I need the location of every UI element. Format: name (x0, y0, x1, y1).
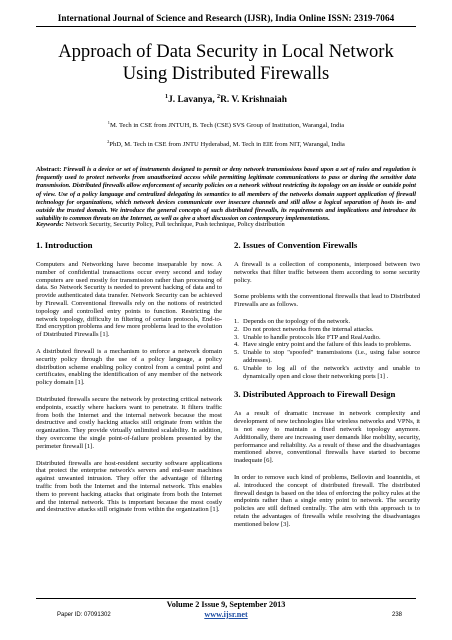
page-number: 238 (392, 612, 403, 618)
footer-volume: Volume 2 Issue 9, September 2013 (166, 600, 286, 609)
keywords-text: Network Security, Security Policy, Pull technique, Push technique, Policy distribution (65, 221, 285, 228)
section-2-heading: 2. Issues of Convention Firewalls (234, 240, 358, 250)
list-item (234, 349, 420, 365)
right-column (234, 235, 420, 538)
list-item (234, 326, 420, 334)
abstract-label: Abstract: (36, 166, 62, 173)
paper-title: Approach of Data Security in Local Network Using Distributed Firewalls (58, 41, 394, 84)
list-item (234, 365, 420, 381)
abstract-text: Firewall is a device or set of instruments designed to permit or deny network transmissions based upon a set of rules and regulation is frequently used to protect networks from unauthorized access while permitting legitimate communications to pass or during the sensitive data transmission. Distributed firewalls allow enforcement of security policies on a network without restricting its topology on an inside or outside point of view. Use of a policy language and centralized delegating its semantics to all members of the networks domain support application of firewall technology for organizations, which network devices communicate over insecure channels and still allow a logical separation of hosts in- and outside the trusted domain. We introduce the general concepts of such distributed firewalls, its requirements and implications and introduce its suitability to common threats on the Internet, as well as give a short discussion on contemporary implementations. (36, 166, 417, 223)
section-3-paragraph-2: In order to remove such kind of problems, Bellovin and Ioannidis, et al. introduced the concept of distributed firewall. The distributed firewall design is based on the idea of enforcing the policy rules at the endpoints rather than a single entry point to network. The security policies are still defined centrally. The aim with this approach is to retain the advantages of firewalls while resolving the disadvantages mentioned below [3]. (234, 473, 420, 528)
author-1-superscript: 1 (165, 93, 169, 100)
author-1-name: J. Lavanya, (168, 95, 218, 105)
author-2-name: R. V. Krishnaiah (220, 95, 287, 105)
section-1-heading: 1. Introduction (36, 240, 93, 250)
intro-paragraph-4: Distributed firewalls are host-resident security software applications that protect the enterprise network's servers and end-user machines against unwanted intrusion. They offer the advantage of filtering traffic from both the Internet and the internal network. This enables them to prevent hacking attacks that originate from both the Internet and the internal network. This is important because the most costly and destructive attacks still originate from within the organization [1]. (36, 459, 222, 514)
list-number: 5. (234, 349, 239, 357)
list-item (234, 318, 420, 326)
keywords-label: Keywords: (36, 221, 64, 228)
list-number: 3. (234, 333, 239, 341)
affiliation-2-superscript: 2 (107, 138, 110, 144)
intro-paragraph-2: A distributed firewall is a mechanism to enforce a network domain security policy through the use of a policy language, a policy distribution scheme enabling policy control from a central point and certificates, enabling the identification of any member of the network policy domain [1]. (36, 347, 222, 387)
affiliation-2 (36, 138, 416, 148)
problems-list (234, 318, 420, 380)
list-text: Have single entry point and the failure of this leads to problems. (243, 341, 412, 349)
section-2-paragraph-1: A firewall is a collection of components, interposed between two networks that filter traffic between them according to some security policy. (234, 261, 420, 284)
affiliation-1 (36, 119, 416, 129)
affiliation-2-text: PhD, M. Tech in CSE from JNTU Hyderabad, M. Tech in EIE from NIT, Warangal, India (109, 141, 345, 148)
list-item (234, 334, 420, 342)
list-item (234, 341, 420, 349)
journal-header: International Journal of Science and Research (IJSR), India Online ISSN: 2319-7064 (57, 13, 395, 23)
list-number: 6. (234, 364, 239, 372)
abstract (36, 166, 416, 223)
list-number: 4. (234, 341, 239, 349)
journal-website-link[interactable]: www.ijsr.net (204, 610, 248, 619)
authors-line (36, 95, 416, 105)
list-number: 2. (234, 325, 239, 333)
affiliation-1-text: M. Tech in CSE from JNTUH, B. Tech (CSE) SVS Group of Institution, Warangal, India (109, 122, 345, 129)
list-text: Unable to log all of the network's activity and unable to dynamically open and close their networking ports [1] . (243, 364, 420, 380)
intro-paragraph-1: Computers and Networking have become inseparable by now. A number of confidential transactions occur every second and today computers are used mostly for transmission rather than processing of data. So Network Security is needed to prevent hacking of data and to provide authenticated data transfer. Network Security can be achieved by Firewall. Conventional firewalls rely on the notions of restricted topology and controlled entry points to function. Restricting the network topology, difficulty in filtering of certain protocols, End-to-End encryption problems and few more problems lead to the evolution of Distributed Firewalls [1]. (36, 261, 222, 339)
list-text: Depends on the topology of the network. (243, 317, 351, 325)
section-2-paragraph-2: Some problems with the conventional firewalls that lead to Distributed Firewalls are as follows. (234, 293, 420, 309)
left-column (36, 235, 222, 523)
list-text: Unable to handle protocols like FTP and RealAudio. (243, 333, 381, 341)
intro-paragraph-3: Distributed firewalls secure the network by protecting critical network endpoints, exactly where hackers want to penetrate. It filters traffic from both the Internet and the internal network because the most destructive and costly hacking attacks still originate from within the organization. They provide virtually unlimited scalability. In addition, they overcome the single point-of-failure problem presented by the perimeter firewall [1]. (36, 395, 222, 450)
section-3-paragraph-1: As a result of dramatic increase in network complexity and development of new technologies like wireless networks and VPNs, it is not easy to maintain a fixed network topology anymore. Additionally, there are increasing user demands like mobility, security, performance and reliability. As a result of these and the disadvantages mentioned above, conventional firewalls have started to become inadequate [6]. (234, 410, 420, 465)
author-2-superscript: 2 (217, 93, 221, 100)
header-divider (36, 26, 416, 27)
section-3-heading: 3. Distributed Approach to Firewall Design (234, 389, 396, 400)
list-text: Unable to stop "spoofed" transmissions (i.e., using false source addresses). (243, 349, 420, 364)
affiliation-1-superscript: 1 (107, 119, 110, 125)
footer-divider (36, 598, 416, 599)
keywords (36, 221, 416, 228)
list-text: Do not protect networks from the internal attacks. (243, 325, 374, 333)
list-number: 1. (234, 317, 239, 325)
paper-id: Paper ID: 07091302 (57, 612, 111, 618)
